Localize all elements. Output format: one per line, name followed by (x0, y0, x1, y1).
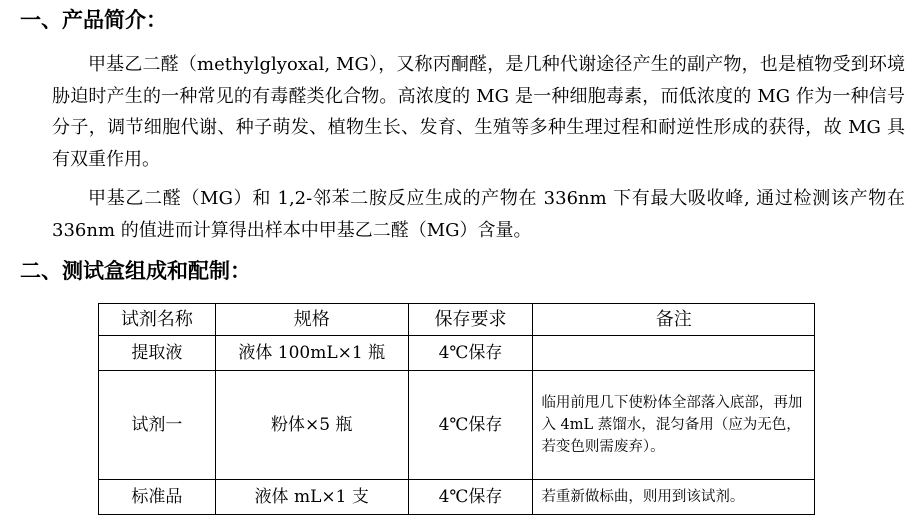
table-header-row (99, 304, 815, 336)
cell-note: 若重新做标曲，则用到该试剂。 (533, 480, 815, 515)
table-row (99, 371, 815, 480)
table-row (99, 336, 815, 371)
cell-note: 临用前甩几下使粉体全部落入底部，再加入 4mL 蒸馏水，混匀备用（应为无色，若变色则需废弃）。 (533, 371, 815, 480)
cell-reagent-name: 试剂一 (99, 371, 216, 480)
cell-spec: 液体 100mL×1 瓶 (215, 336, 408, 371)
cell-storage: 4℃保存 (408, 371, 533, 480)
column-header-spec: 规格 (215, 304, 408, 336)
section-heading-kit-composition: 二、测试盒组成和配制： (20, 259, 251, 283)
cell-reagent-name: 标准品 (99, 480, 216, 515)
column-header-storage: 保存要求 (408, 304, 533, 336)
cell-reagent-name: 提取液 (99, 336, 216, 371)
intro-paragraph-2: 甲基乙二醛（MG）和 1,2-邻苯二胺反应生成的产物在 336nm 下有最大吸收峰, 通过检测该产物在 336nm 的值进而计算得出样本中甲基乙二醛（MG）含量。 (52, 188, 905, 241)
cell-note (533, 336, 815, 371)
cell-storage: 4℃保存 (408, 480, 533, 515)
table-row (99, 480, 815, 515)
section-heading-product-intro: 一、产品简介： (20, 8, 167, 32)
reagent-table (98, 303, 815, 515)
cell-spec: 液体 mL×1 支 (215, 480, 408, 515)
column-header-note: 备注 (533, 304, 815, 336)
cell-storage: 4℃保存 (408, 336, 533, 371)
intro-paragraph-1: 甲基乙二醛（methylglyoxal, MG），又称丙酮醛，是几种代谢途径产生的副产物，也是植物受到环境胁迫时产生的一种常见的有毒醛类化合物。高浓度的 MG 是一种细胞毒素，而低浓度的 MG 作为一种信号分子，调节细胞代谢、种子萌发、植物生长、发育、生殖等多种生理过程和耐逆性形成的获得，故 MG 具有双重作用。 (52, 54, 905, 170)
column-header-reagent-name: 试剂名称 (99, 304, 216, 336)
cell-spec: 粉体×5 瓶 (215, 371, 408, 480)
